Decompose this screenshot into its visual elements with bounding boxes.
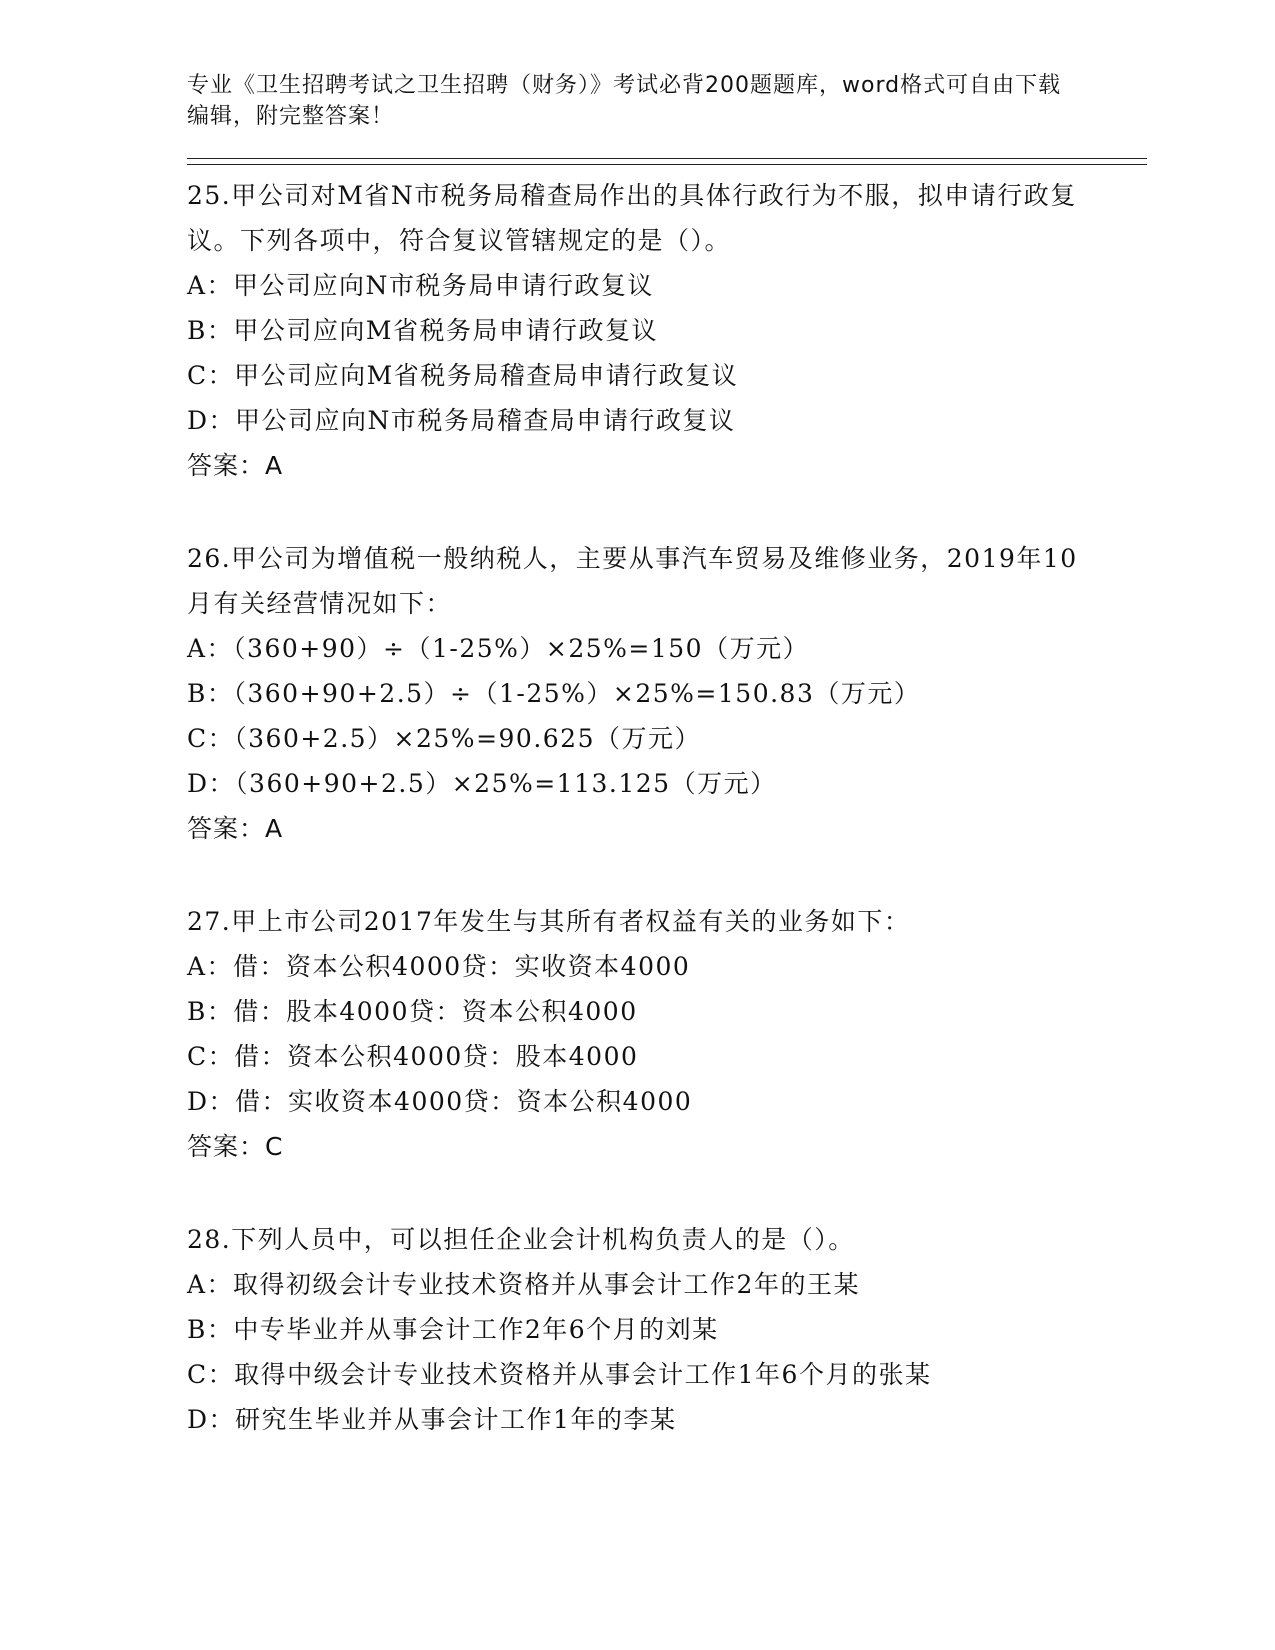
option-a: A：（360+90）÷（1-25%）×25%=150（万元） <box>187 634 810 663</box>
option-c: C：甲公司应向M省税务局稽查局申请行政复议 <box>187 361 739 390</box>
option-b: B：（360+90+2.5）÷（1-25%）×25%=150.83（万元） <box>187 679 921 708</box>
option-d: D：（360+90+2.5）×25%=113.125（万元） <box>187 769 777 798</box>
question-26 <box>187 536 1147 851</box>
option-d: D：甲公司应向N市税务局稽查局申请行政复议 <box>187 406 736 435</box>
option-a: A：取得初级会计专业技术资格并从事会计工作2年的王某 <box>187 1270 860 1299</box>
question-text: 26.甲公司为增值税一般纳税人，主要从事汽车贸易及维修业务，2019年10月有关经营情况如下： <box>187 544 1078 618</box>
option-d: D：研究生毕业并从事会计工作1年的李某 <box>187 1405 677 1434</box>
option-c: C：（360+2.5）×25%=90.625（万元） <box>187 724 701 753</box>
question-27 <box>187 899 1147 1169</box>
option-c: C：取得中级会计专业技术资格并从事会计工作1年6个月的张某 <box>187 1360 932 1389</box>
answer-line: 答案：C <box>187 1132 284 1161</box>
document-page <box>187 70 1147 1490</box>
question-text: 27.甲上市公司2017年发生与其所有者权益有关的业务如下： <box>187 907 911 936</box>
question-list <box>187 173 1147 1442</box>
document-header: 专业《卫生招聘考试之卫生招聘（财务）》考试必背200题题库，word格式可自由下载编辑，附完整答案！ <box>187 73 1062 129</box>
option-d: D：借：实收资本4000贷：资本公积4000 <box>187 1087 693 1116</box>
header-divider <box>187 158 1147 165</box>
option-b: B：借：股本4000贷：资本公积4000 <box>187 997 638 1026</box>
question-28 <box>187 1217 1147 1442</box>
answer-line: 答案：A <box>187 451 284 480</box>
question-25 <box>187 173 1147 488</box>
option-b: B：中专毕业并从事会计工作2年6个月的刘某 <box>187 1315 719 1344</box>
option-a: A：借：资本公积4000贷：实收资本4000 <box>187 952 691 981</box>
question-text: 25.甲公司对M省N市税务局稽查局作出的具体行政行为不服，拟申请行政复议。下列各项中，符合复议管辖规定的是（）。 <box>187 181 1077 255</box>
question-text: 28.下列人员中，可以担任企业会计机构负责人的是（）。 <box>187 1225 855 1254</box>
option-c: C：借：资本公积4000贷：股本4000 <box>187 1042 639 1071</box>
option-b: B：甲公司应向M省税务局申请行政复议 <box>187 316 658 345</box>
answer-line: 答案：A <box>187 814 284 843</box>
option-a: A：甲公司应向N市税务局申请行政复议 <box>187 271 654 300</box>
